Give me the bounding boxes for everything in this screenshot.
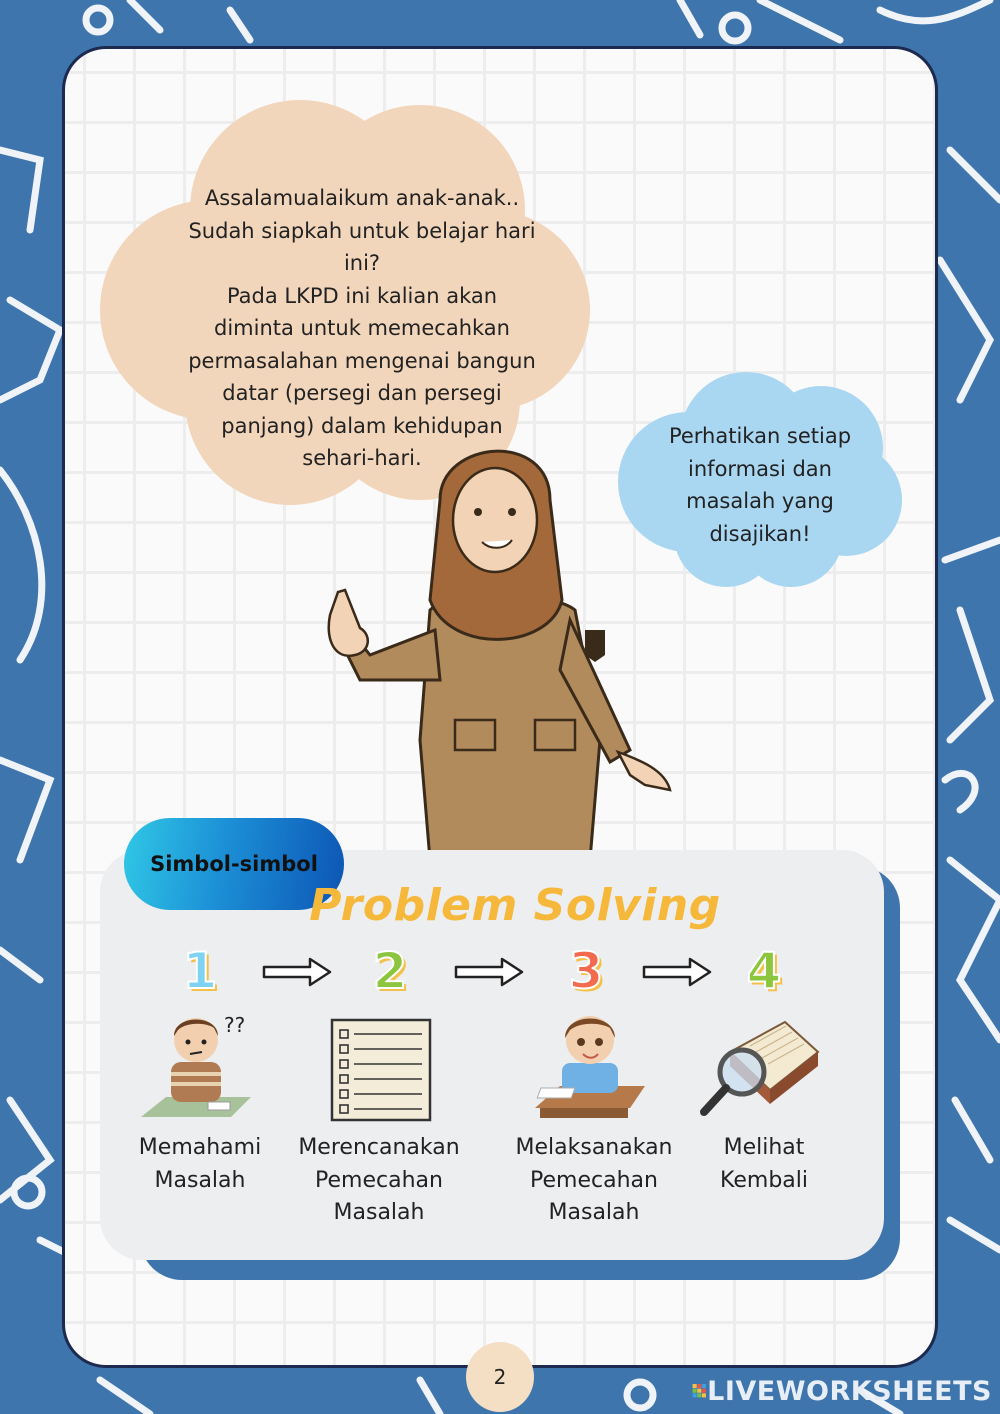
liveworksheets-logo-icon — [692, 1378, 707, 1404]
liveworksheets-watermark — [692, 1374, 992, 1408]
arrow-right-icon — [260, 955, 334, 989]
confused-boy-icon — [136, 1002, 256, 1122]
step-label-1: Memahami Masalah — [138, 1135, 262, 1193]
step-label-2: Merencanakan Pemecahan Masalah — [298, 1135, 460, 1225]
step-label-4: Melihat Kembali — [720, 1135, 808, 1193]
svg-text:??: ?? — [224, 1013, 246, 1037]
symbols-heading: Simbol-simbol — [124, 818, 344, 910]
step-number-1: 1 — [182, 942, 218, 1000]
step-label-3: Melaksanakan Pemecahan Masalah — [515, 1135, 673, 1225]
page-number: 2 — [466, 1342, 534, 1412]
arrow-right-icon — [452, 955, 526, 989]
speech-cloud-main-text: Assalamualaikum anak-anak.. Sudah siapkah untuk belajar hari ini? Pada LKPD ini kalian akan diminta untuk memecahkan permasalahan mengenai bangun datar (persegi dan persegi panjang) dalam kehidupan sehari-hari. — [188, 186, 536, 470]
writing-boy-icon — [530, 1008, 650, 1122]
magnifier-book-icon — [700, 1012, 820, 1120]
problem-solving-title: Problem Solving — [309, 880, 721, 931]
arrow-right-icon — [640, 955, 714, 989]
checklist-icon — [330, 1018, 432, 1122]
speech-cloud-side-text: Perhatikan setiap informasi dan masalah yang disajikan! — [668, 424, 852, 546]
step-number-4: 4 — [746, 942, 782, 1000]
liveworksheets-wordmark: LIVEWORKSHEETS — [707, 1375, 992, 1407]
step-number-2: 2 — [372, 942, 408, 1000]
step-number-3: 3 — [568, 942, 604, 1000]
teacher-illustration — [300, 440, 700, 860]
